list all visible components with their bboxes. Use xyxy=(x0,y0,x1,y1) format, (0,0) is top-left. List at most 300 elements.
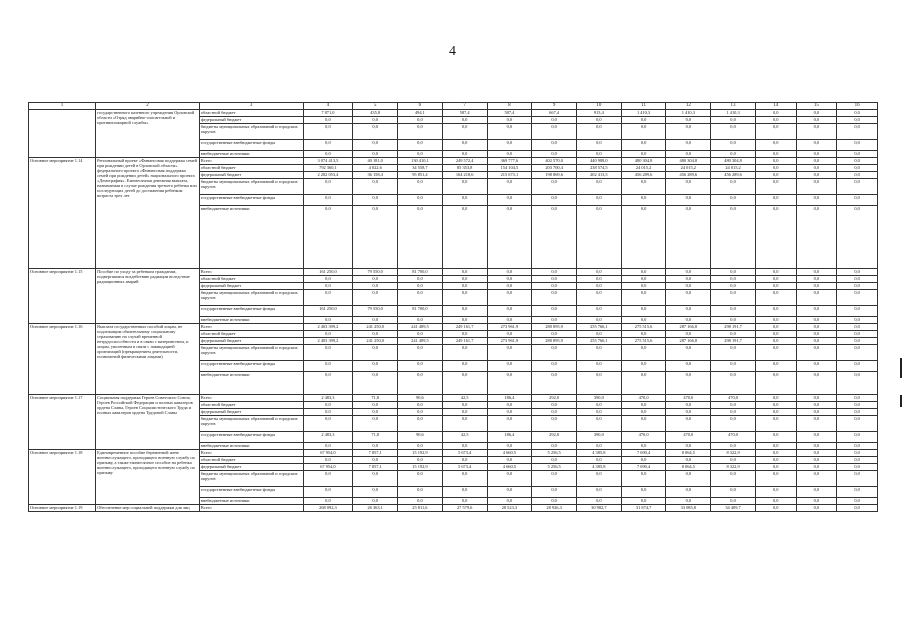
value-cell: 0,0 xyxy=(398,206,443,269)
value-cell: 0,0 xyxy=(666,457,711,464)
value-cell: 0,0 xyxy=(353,409,398,416)
value-cell: 0,0 xyxy=(666,269,711,276)
value-cell: 0,0 xyxy=(666,317,711,324)
funding-source-cell: федеральный бюджет xyxy=(199,409,303,416)
value-cell: 164 218,6 xyxy=(442,172,487,179)
value-cell: 0,0 xyxy=(621,443,666,450)
value-cell: 0,0 xyxy=(755,140,796,151)
value-cell: 249 161,7 xyxy=(442,324,487,331)
value-cell: 0,0 xyxy=(621,306,666,317)
value-cell: 0,0 xyxy=(666,361,711,372)
value-cell: 4 660,5 xyxy=(487,464,532,471)
value-cell: 0,0 xyxy=(796,283,837,290)
value-cell: 34 409,7 xyxy=(711,505,756,512)
value-cell: 275 515,6 xyxy=(621,338,666,345)
value-cell: 0,0 xyxy=(532,269,577,276)
value-cell: 0,0 xyxy=(487,283,532,290)
value-cell: 0,0 xyxy=(398,179,443,195)
value-cell: 0,0 xyxy=(487,317,532,324)
value-cell: 0,0 xyxy=(487,402,532,409)
value-cell: 0,0 xyxy=(837,331,878,338)
value-cell: 0,0 xyxy=(837,432,878,443)
value-cell: 0,0 xyxy=(303,372,353,395)
value-cell: 0,0 xyxy=(711,269,756,276)
value-cell: 249 161,7 xyxy=(442,338,487,345)
value-cell: 0,0 xyxy=(666,124,711,140)
value-cell: 90,6 xyxy=(398,432,443,443)
value-cell: 0,0 xyxy=(621,124,666,140)
value-cell: 0,0 xyxy=(576,443,621,450)
value-cell: 0,0 xyxy=(532,361,577,372)
value-cell: 0,0 xyxy=(442,206,487,269)
value-cell: 0,0 xyxy=(796,151,837,158)
value-cell: 0,0 xyxy=(303,117,353,124)
value-cell: 0,0 xyxy=(755,471,796,487)
header-cell: 1 xyxy=(29,103,96,110)
funding-source-cell: внебюджетные источники xyxy=(199,151,303,158)
activity-name-cell: Основное мероприятие 1.15 xyxy=(29,269,96,324)
value-cell: 0,0 xyxy=(532,283,577,290)
value-cell: 0,0 xyxy=(796,179,837,195)
value-cell: 4 385,8 xyxy=(576,464,621,471)
value-cell: 186,4 xyxy=(487,432,532,443)
value-cell: 0,0 xyxy=(755,416,796,432)
value-cell: 8 322,9 xyxy=(711,450,756,457)
header-cell: 15 xyxy=(796,103,837,110)
value-cell: 255 766,1 xyxy=(576,324,621,331)
value-cell: 0,0 xyxy=(666,498,711,505)
value-cell: 0,0 xyxy=(621,457,666,464)
value-cell: 0,0 xyxy=(353,487,398,498)
value-cell: 0,0 xyxy=(398,283,443,290)
value-cell: 0,0 xyxy=(621,206,666,269)
value-cell: 90,6 xyxy=(398,395,443,402)
value-cell: 0,0 xyxy=(442,409,487,416)
value-cell: 0,0 xyxy=(837,317,878,324)
value-cell: 0,0 xyxy=(576,290,621,306)
value-cell: 1 410,3 xyxy=(621,110,666,117)
value-cell: 0,0 xyxy=(353,290,398,306)
value-cell: 0,0 xyxy=(796,117,837,124)
value-cell: 24 015,2 xyxy=(621,165,666,172)
value-cell: 0,0 xyxy=(837,345,878,361)
value-cell: 0,0 xyxy=(796,432,837,443)
value-cell: 280 895,9 xyxy=(532,324,577,331)
value-cell: 0,0 xyxy=(755,283,796,290)
value-cell: 0,0 xyxy=(666,345,711,361)
value-cell: 0,0 xyxy=(796,124,837,140)
value-cell: 0,0 xyxy=(796,195,837,206)
value-cell: 480 304,8 xyxy=(711,158,756,165)
value-cell: 67 954,0 xyxy=(303,450,353,457)
value-cell: 0,0 xyxy=(398,331,443,338)
value-cell: 0,0 xyxy=(398,140,443,151)
value-cell: 2 483,3 xyxy=(303,432,353,443)
funding-source-cell: бюджеты муниципальных образований и городских округов xyxy=(199,124,303,140)
value-cell: 0,0 xyxy=(303,276,353,283)
value-cell: 0,0 xyxy=(796,140,837,151)
value-cell: 0,0 xyxy=(796,331,837,338)
funding-source-cell: бюджеты муниципальных образований и городских округов xyxy=(199,471,303,487)
value-cell: 0,0 xyxy=(487,416,532,432)
value-cell: 480 304,8 xyxy=(621,158,666,165)
value-cell: 0,0 xyxy=(621,151,666,158)
value-cell: 154 104,5 xyxy=(487,165,532,172)
value-cell: 0,0 xyxy=(837,487,878,498)
activity-description-cell: Социальная поддержка Героев Советского Союза, Героев Российской Федерации и полных кавалеров ордена Славы, Героев Социалистического Труда и полных кавалеров ордена Трудовой Славы xyxy=(96,395,200,450)
table-row xyxy=(29,395,878,402)
funding-source-cell: государственные внебюджетные фонды xyxy=(199,195,303,206)
value-cell: 0,0 xyxy=(442,179,487,195)
value-cell: 0,0 xyxy=(711,206,756,269)
value-cell: 470,0 xyxy=(666,395,711,402)
value-cell: 0,0 xyxy=(755,324,796,331)
header-cell: 6 xyxy=(398,103,443,110)
value-cell: 0,0 xyxy=(532,151,577,158)
value-cell: 0,0 xyxy=(711,487,756,498)
value-cell: 0,0 xyxy=(353,276,398,283)
value-cell: 7 857,1 xyxy=(353,464,398,471)
value-cell: 0,0 xyxy=(532,140,577,151)
value-cell: 0,0 xyxy=(666,276,711,283)
value-cell: 0,0 xyxy=(353,151,398,158)
value-cell: 0,0 xyxy=(398,457,443,464)
value-cell: 0,0 xyxy=(711,151,756,158)
value-cell: 0,0 xyxy=(303,345,353,361)
value-cell: 15 192,9 xyxy=(398,450,443,457)
value-cell: 0,0 xyxy=(532,179,577,195)
funding-source-cell: федеральный бюджет xyxy=(199,464,303,471)
value-cell: 0,0 xyxy=(711,457,756,464)
funding-source-cell: государственные внебюджетные фонды xyxy=(199,140,303,151)
value-cell: 7 690,4 xyxy=(621,464,666,471)
funding-source-cell: государственные внебюджетные фонды xyxy=(199,306,303,317)
value-cell: 298 191,7 xyxy=(711,338,756,345)
value-cell: 4 660,5 xyxy=(487,450,532,457)
value-cell: 456 289,6 xyxy=(621,172,666,179)
value-cell: 1 410,3 xyxy=(711,110,756,117)
value-cell: 0,0 xyxy=(796,395,837,402)
funding-source-cell: областной бюджет xyxy=(199,276,303,283)
value-cell: 0,0 xyxy=(621,402,666,409)
value-cell: 0,0 xyxy=(711,416,756,432)
value-cell: 0,0 xyxy=(303,195,353,206)
value-cell: 0,0 xyxy=(353,140,398,151)
value-cell: 0,0 xyxy=(442,487,487,498)
value-cell: 0,0 xyxy=(711,317,756,324)
value-cell: 587,4 xyxy=(487,110,532,117)
value-cell: 0,0 xyxy=(532,124,577,140)
value-cell: 0,0 xyxy=(532,416,577,432)
value-cell: 0,0 xyxy=(666,372,711,395)
value-cell: 0,0 xyxy=(666,331,711,338)
value-cell: 0,0 xyxy=(837,110,878,117)
value-cell: 0,0 xyxy=(487,443,532,450)
value-cell: 913,4 xyxy=(576,110,621,117)
value-cell: 494,1 xyxy=(398,110,443,117)
activity-name-cell: Основное мероприятие 1.14 xyxy=(29,158,96,269)
value-cell: 0,0 xyxy=(532,487,577,498)
value-cell: 0,0 xyxy=(621,331,666,338)
budget-table-wrapper xyxy=(28,102,878,512)
value-cell: 0,0 xyxy=(442,402,487,409)
value-cell: 241 250,0 xyxy=(353,338,398,345)
value-cell: 71,8 xyxy=(353,395,398,402)
value-cell: 0,0 xyxy=(755,505,796,512)
value-cell: 5 673,4 xyxy=(442,450,487,457)
activity-name-cell: Основное мероприятие 1.18 xyxy=(29,450,96,505)
value-cell: 0,0 xyxy=(532,276,577,283)
value-cell: 0,0 xyxy=(303,457,353,464)
value-cell: 0,0 xyxy=(755,206,796,269)
funding-source-cell: бюджеты муниципальных образований и городских округов xyxy=(199,179,303,195)
value-cell: 0,0 xyxy=(442,124,487,140)
value-cell: 0,0 xyxy=(755,110,796,117)
value-cell: 0,0 xyxy=(796,269,837,276)
value-cell: 0,0 xyxy=(796,471,837,487)
value-cell: 0,0 xyxy=(576,283,621,290)
value-cell: 0,0 xyxy=(398,402,443,409)
table-row xyxy=(29,269,878,276)
header-cell: 5 xyxy=(353,103,398,110)
value-cell: 5 673,4 xyxy=(442,464,487,471)
value-cell: 0,0 xyxy=(353,416,398,432)
value-cell: 0,0 xyxy=(796,290,837,306)
value-cell: 0,0 xyxy=(621,276,666,283)
header-cell: 10 xyxy=(576,103,621,110)
value-cell: 0,0 xyxy=(576,457,621,464)
value-cell: 0,0 xyxy=(837,443,878,450)
value-cell: 0,0 xyxy=(796,464,837,471)
value-cell: 0,0 xyxy=(837,372,878,395)
value-cell: 0,0 xyxy=(487,457,532,464)
value-cell: 0,0 xyxy=(398,471,443,487)
value-cell: 0,0 xyxy=(303,402,353,409)
value-cell: 0,0 xyxy=(487,487,532,498)
table-row xyxy=(29,158,878,165)
value-cell: 0,0 xyxy=(487,124,532,140)
scan-edge-mark xyxy=(900,358,902,378)
value-cell: 456 289,6 xyxy=(711,172,756,179)
value-cell: 0,0 xyxy=(487,471,532,487)
value-cell: 0,0 xyxy=(487,179,532,195)
value-cell: 435,8 xyxy=(353,110,398,117)
value-cell: 0,0 xyxy=(532,409,577,416)
value-cell: 0,0 xyxy=(711,409,756,416)
value-cell: 0,0 xyxy=(837,158,878,165)
value-cell: 202 413,5 xyxy=(576,172,621,179)
value-cell: 0,0 xyxy=(621,416,666,432)
value-cell: 0,0 xyxy=(755,395,796,402)
value-cell: 0,0 xyxy=(576,471,621,487)
value-cell: 470,0 xyxy=(621,432,666,443)
value-cell: 0,0 xyxy=(837,402,878,409)
value-cell: 0,0 xyxy=(666,283,711,290)
value-cell: 31 874,7 xyxy=(621,505,666,512)
value-cell: 4 385,8 xyxy=(576,450,621,457)
value-cell: 0,0 xyxy=(303,498,353,505)
value-cell: 15 192,9 xyxy=(398,464,443,471)
value-cell: 0,0 xyxy=(576,409,621,416)
value-cell: 0,0 xyxy=(621,345,666,361)
value-cell: 33 085,8 xyxy=(666,505,711,512)
value-cell: 0,0 xyxy=(487,195,532,206)
activity-description-cell: государственного казенного учреждения Орловской области «Отряд аварийно-спасательной и противопожарной службы» xyxy=(96,110,200,158)
activity-description-cell: Обеспечение мер социальной поддержки для лиц xyxy=(96,505,200,512)
value-cell: 0,0 xyxy=(666,290,711,306)
value-cell: 28 926,3 xyxy=(532,505,577,512)
value-cell: 0,0 xyxy=(621,290,666,306)
value-cell: 0,0 xyxy=(398,487,443,498)
value-cell: 0,0 xyxy=(303,416,353,432)
value-cell: 0,0 xyxy=(442,471,487,487)
value-cell: 0,0 xyxy=(755,172,796,179)
funding-source-cell: бюджеты муниципальных образований и городских округов xyxy=(199,290,303,306)
value-cell: 0,0 xyxy=(621,283,666,290)
value-cell: 0,0 xyxy=(711,195,756,206)
value-cell: 0,0 xyxy=(711,124,756,140)
value-cell: 0,0 xyxy=(666,117,711,124)
value-cell: 0,0 xyxy=(711,140,756,151)
value-cell: 0,0 xyxy=(666,416,711,432)
value-cell: 0,0 xyxy=(755,338,796,345)
value-cell: 0,0 xyxy=(621,487,666,498)
funding-source-cell: федеральный бюджет xyxy=(199,338,303,345)
value-cell: 0,0 xyxy=(711,361,756,372)
value-cell: 0,0 xyxy=(837,172,878,179)
value-cell: 1 410,3 xyxy=(666,110,711,117)
value-cell: 0,0 xyxy=(398,117,443,124)
value-cell: 0,0 xyxy=(487,361,532,372)
funding-source-cell: внебюджетные источники xyxy=(199,206,303,269)
funding-source-cell: внебюджетные источники xyxy=(199,498,303,505)
value-cell: 390,0 xyxy=(576,395,621,402)
value-cell: 0,0 xyxy=(666,487,711,498)
value-cell: 268 092,3 xyxy=(303,505,353,512)
value-cell: 0,0 xyxy=(487,409,532,416)
value-cell: 161 250,0 xyxy=(303,306,353,317)
value-cell: 0,0 xyxy=(755,269,796,276)
value-cell: 7 857,1 xyxy=(353,450,398,457)
value-cell: 0,0 xyxy=(755,276,796,283)
value-cell: 0,0 xyxy=(837,151,878,158)
value-cell: 0,0 xyxy=(666,151,711,158)
value-cell: 0,0 xyxy=(398,372,443,395)
value-cell: 0,0 xyxy=(755,457,796,464)
value-cell: 390,0 xyxy=(576,432,621,443)
value-cell: 0,0 xyxy=(837,450,878,457)
value-cell: 0,0 xyxy=(837,117,878,124)
funding-source-cell: Всего xyxy=(199,269,303,276)
value-cell: 198 869,6 xyxy=(532,172,577,179)
value-cell: 587,4 xyxy=(442,110,487,117)
value-cell: 0,0 xyxy=(621,140,666,151)
funding-source-cell: Всего xyxy=(199,158,303,165)
value-cell: 0,0 xyxy=(576,317,621,324)
value-cell: 0,0 xyxy=(576,151,621,158)
funding-source-cell: Всего xyxy=(199,395,303,402)
activity-description-cell: Пособие по уходу за ребенком гражданам, подвергшимся воздействию радиации вследствие радиационных аварий xyxy=(96,269,200,324)
value-cell: 0,0 xyxy=(576,140,621,151)
value-cell: 215 673,1 xyxy=(487,172,532,179)
value-cell: 0,0 xyxy=(576,206,621,269)
value-cell: 0,0 xyxy=(796,324,837,331)
value-cell: 0,0 xyxy=(487,117,532,124)
value-cell: 0,0 xyxy=(442,117,487,124)
value-cell: 0,0 xyxy=(621,471,666,487)
value-cell: 7 690,4 xyxy=(621,450,666,457)
value-cell: 470,0 xyxy=(711,432,756,443)
value-cell: 26 363,1 xyxy=(353,505,398,512)
value-cell: 0,0 xyxy=(837,276,878,283)
value-cell: 0,0 xyxy=(576,276,621,283)
value-cell: 0,0 xyxy=(353,331,398,338)
value-cell: 249 572,4 xyxy=(442,158,487,165)
value-cell: 0,0 xyxy=(837,290,878,306)
value-cell: 0,0 xyxy=(711,283,756,290)
value-cell: 0,0 xyxy=(442,361,487,372)
value-cell: 0,0 xyxy=(576,416,621,432)
value-cell: 0,0 xyxy=(837,269,878,276)
value-cell: 0,0 xyxy=(442,269,487,276)
value-cell: 0,0 xyxy=(796,505,837,512)
value-cell: 0,0 xyxy=(755,402,796,409)
value-cell: 0,0 xyxy=(755,345,796,361)
value-cell: 0,0 xyxy=(837,505,878,512)
value-cell: 0,0 xyxy=(796,372,837,395)
value-cell: 203 700,4 xyxy=(532,165,577,172)
value-cell: 667,4 xyxy=(532,110,577,117)
table-row xyxy=(29,110,878,117)
value-cell: 0,0 xyxy=(796,317,837,324)
value-cell: 287 166,8 xyxy=(666,324,711,331)
value-cell: 0,0 xyxy=(837,324,878,331)
value-cell: 0,0 xyxy=(711,276,756,283)
value-cell: 0,0 xyxy=(837,283,878,290)
funding-source-cell: федеральный бюджет xyxy=(199,283,303,290)
value-cell: 238 574,5 xyxy=(576,165,621,172)
value-cell: 24 015,2 xyxy=(666,165,711,172)
value-cell: 0,0 xyxy=(442,457,487,464)
value-cell: 0,0 xyxy=(398,345,443,361)
value-cell: 36 158,4 xyxy=(353,172,398,179)
value-cell: 0,0 xyxy=(303,361,353,372)
value-cell: 0,0 xyxy=(303,206,353,269)
value-cell: 8 064,5 xyxy=(666,464,711,471)
value-cell: 0,0 xyxy=(532,317,577,324)
value-cell: 0,0 xyxy=(666,471,711,487)
value-cell: 0,0 xyxy=(576,372,621,395)
value-cell: 0,0 xyxy=(532,345,577,361)
funding-source-cell: бюджеты муниципальных образований и городских округов xyxy=(199,345,303,361)
value-cell: 0,0 xyxy=(755,117,796,124)
value-cell: 0,0 xyxy=(398,151,443,158)
value-cell: 0,0 xyxy=(442,345,487,361)
header-cell: 12 xyxy=(666,103,711,110)
value-cell: 0,0 xyxy=(398,498,443,505)
value-cell: 0,0 xyxy=(487,345,532,361)
activity-name-cell xyxy=(29,110,96,158)
value-cell: 0,0 xyxy=(711,402,756,409)
value-cell: 0,0 xyxy=(755,409,796,416)
value-cell: 0,0 xyxy=(796,110,837,117)
value-cell: 241 489,5 xyxy=(398,324,443,331)
value-cell: 0,0 xyxy=(353,124,398,140)
funding-source-cell: бюджеты муниципальных образований и городских округов xyxy=(199,416,303,432)
value-cell: 0,0 xyxy=(621,269,666,276)
header-cell: 14 xyxy=(755,103,796,110)
value-cell: 67 954,0 xyxy=(303,464,353,471)
